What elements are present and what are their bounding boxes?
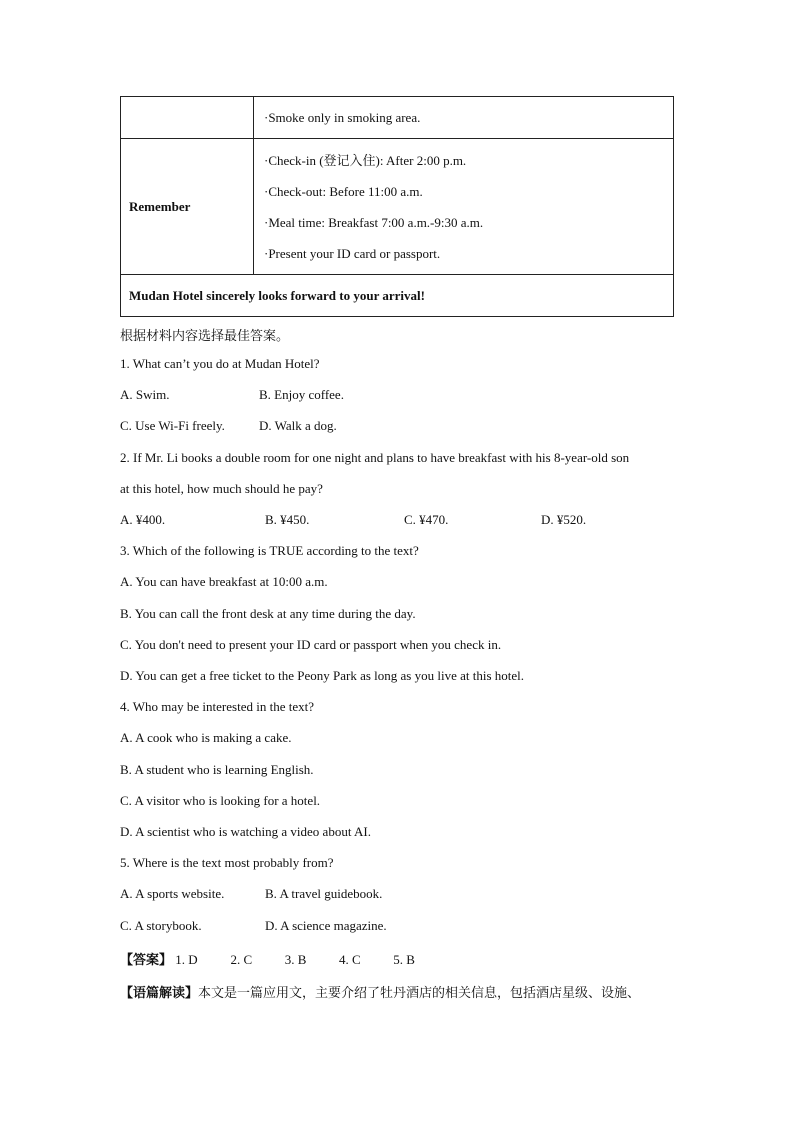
id-card-rule: ·Present your ID card or passport.	[264, 245, 441, 261]
answer-line	[120, 949, 415, 968]
answer-3: 3. B	[284, 952, 307, 967]
q4-option-d: D. A scientist who is watching a video about AI.	[120, 824, 371, 839]
q4-option-a: A. A cook who is making a cake.	[120, 730, 292, 745]
instruction: 根据材料内容选择最佳答案。	[120, 329, 290, 344]
answer-1: 1. D	[175, 952, 198, 967]
q2-option-b: B. ¥450.	[265, 512, 310, 527]
q2-option-d: D. ¥520.	[541, 512, 587, 527]
table-row	[121, 97, 674, 139]
q3-option-b: B. You can call the front desk at any time during the day.	[120, 606, 416, 621]
checkin-rule: ·Check-in (登记入住): After 2:00 p.m.	[264, 152, 467, 168]
table-content-cell	[254, 97, 674, 139]
table-label-cell-empty	[121, 97, 254, 139]
analysis-label: 【语篇解读】	[120, 986, 199, 1001]
smoking-rule: ·Smoke only in smoking area.	[264, 110, 421, 125]
question-2-stem-line2: at this hotel, how much should he pay?	[120, 481, 323, 496]
table-content-cell	[254, 139, 674, 275]
q2-option-a: A. ¥400.	[120, 512, 166, 527]
analysis-text: 本文是一篇应用文，主要介绍了牡丹酒店的相关信息，包括酒店星级、设施、	[198, 986, 641, 1001]
remember-label: Remember	[121, 139, 254, 275]
q5-option-b: B. A travel guidebook.	[265, 886, 383, 901]
q2-option-c: C. ¥470.	[404, 512, 449, 527]
question-5-stem: 5. Where is the text most probably from?	[120, 855, 334, 870]
q5-option-a: A. A sports website.	[120, 886, 225, 901]
answer-label: 【答案】	[120, 953, 173, 968]
answer-4: 4. C	[339, 952, 361, 967]
q3-option-d: D. You can get a free ticket to the Peony Park as long as you live at this hotel.	[120, 668, 525, 683]
q3-option-a: A. You can have breakfast at 10:00 a.m.	[120, 574, 328, 589]
question-3-stem: 3. Which of the following is TRUE according to the text?	[120, 543, 419, 558]
table-row	[121, 275, 674, 317]
q1-option-c: C. Use Wi-Fi freely.	[120, 418, 225, 433]
meal-time-rule: ·Meal time: Breakfast 7:00 a.m.-9:30 a.m.	[264, 214, 484, 230]
q1-option-b: B. Enjoy coffee.	[259, 387, 344, 402]
table-row	[121, 139, 674, 275]
q4-option-b: B. A student who is learning English.	[120, 762, 314, 777]
q5-option-c: C. A storybook.	[120, 918, 202, 933]
closing-line: Mudan Hotel sincerely looks forward to your arrival!	[121, 275, 674, 317]
answer-5: 5. B	[393, 952, 415, 967]
q5-option-d: D. A science magazine.	[265, 918, 387, 933]
answer-2: 2. C	[230, 952, 253, 967]
q1-option-a: A. Swim.	[120, 387, 170, 402]
question-2-stem-line1: 2. If Mr. Li books a double room for one night and plans to have breakfast with his 8-year-old son	[120, 450, 630, 465]
checkout-rule: ·Check-out: Before 11:00 a.m.	[264, 183, 423, 199]
q3-option-c: C. You don't need to present your ID card or passport when you check in.	[120, 637, 502, 652]
q1-option-d: D. Walk a dog.	[259, 418, 337, 433]
hotel-info-table	[120, 96, 674, 317]
question-1-stem: 1. What can’t you do at Mudan Hotel?	[120, 356, 320, 371]
question-4-stem: 4. Who may be interested in the text?	[120, 699, 314, 714]
analysis-line	[120, 982, 640, 1001]
q4-option-c: C. A visitor who is looking for a hotel.	[120, 793, 321, 808]
